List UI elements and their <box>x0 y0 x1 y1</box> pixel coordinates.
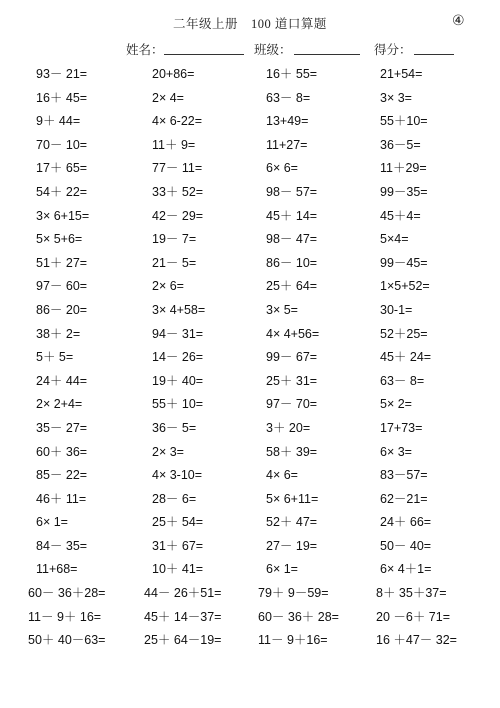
problem-item: 8＋ 35＋37= <box>376 586 447 601</box>
problem-item: 5× 2= <box>380 397 412 412</box>
problem-item: 50－ 40= <box>380 538 432 553</box>
problem-row <box>0 582 500 606</box>
problem-item: 25＋ 54= <box>152 515 204 530</box>
problem-item: 3＋ 20= <box>266 420 311 435</box>
problem-item: 20+86= <box>152 67 195 81</box>
problem-item: 11＋ 9= <box>152 137 196 152</box>
problem-item: 70－ 10= <box>36 137 88 152</box>
name-blank <box>164 54 244 55</box>
problem-row <box>0 110 500 134</box>
problem-item: 1×5+52= <box>380 279 430 294</box>
problem-row <box>0 393 500 417</box>
problem-item: 98－ 57= <box>266 184 318 199</box>
class-label: 班级： <box>254 43 292 57</box>
problem-item: 6× 3= <box>380 444 412 459</box>
problem-item: 84－ 35= <box>36 538 88 553</box>
problem-item: 13+49= <box>266 114 309 129</box>
problem-item: 38＋ 2= <box>36 326 81 341</box>
problem-item: 4× 3-10= <box>152 468 203 483</box>
problem-row <box>0 63 500 87</box>
problem-item: 97－ 60= <box>36 279 88 294</box>
problem-item: 30-1= <box>380 302 413 317</box>
problem-row <box>0 181 500 205</box>
problem-row <box>0 488 500 512</box>
problem-item: 36－5= <box>380 137 421 152</box>
problem-item: 27－ 19= <box>266 538 318 553</box>
problem-item: 9＋ 44= <box>36 114 81 129</box>
problem-item: 42－ 29= <box>152 208 204 223</box>
problem-row <box>0 417 500 441</box>
problem-item: 93－ 21= <box>36 67 88 81</box>
problem-item: 52＋25= <box>380 326 428 341</box>
problem-item: 5× 6+11= <box>266 491 319 506</box>
problem-item: 52＋ 47= <box>266 515 318 530</box>
problem-item: 2× 3= <box>152 444 184 459</box>
problem-item: 35－ 27= <box>36 420 88 435</box>
problem-item: 94－ 31= <box>152 326 204 341</box>
problem-item: 24＋ 66= <box>380 515 432 530</box>
problem-item: 79＋ 9－59= <box>258 586 329 601</box>
problem-row <box>0 134 500 158</box>
problem-item: 6× 6= <box>266 161 298 176</box>
problem-item: 14－ 26= <box>152 350 204 365</box>
problem-grid <box>0 63 500 653</box>
problem-item: 19－ 7= <box>152 232 197 247</box>
problem-item: 3× 5= <box>266 302 298 317</box>
problem-item: 6× 1= <box>36 515 68 530</box>
problem-item: 4× 6-22= <box>152 114 203 129</box>
problem-item: 83－57= <box>380 468 428 483</box>
problem-row <box>0 323 500 347</box>
problem-row <box>0 87 500 111</box>
problem-item: 11－ 9＋16= <box>258 633 328 648</box>
problem-row <box>0 441 500 465</box>
problem-item: 20 －6＋ 71= <box>376 609 451 624</box>
problem-item: 6× 4＋1= <box>380 562 432 577</box>
problem-item: 45＋ 24= <box>380 350 432 365</box>
problem-item: 63－ 8= <box>266 90 311 105</box>
problem-item: 99－35= <box>380 184 428 199</box>
problem-item: 60－ 36＋28= <box>28 586 106 601</box>
problem-item: 60＋ 36= <box>36 444 88 459</box>
problem-row <box>0 275 500 299</box>
problem-item: 45＋4= <box>380 208 421 223</box>
problem-item: 25＋ 64= <box>266 279 318 294</box>
problem-item: 62－21= <box>380 491 428 506</box>
problem-item: 11+68= <box>36 562 78 577</box>
problem-item: 55＋ 10= <box>152 397 204 412</box>
problem-item: 28－ 6= <box>152 491 197 506</box>
problem-item: 21－ 5= <box>152 255 197 270</box>
problem-item: 16 ＋47－ 32= <box>376 633 457 648</box>
problem-item: 86－ 20= <box>36 302 88 317</box>
problem-item: 5×4= <box>380 232 409 247</box>
problem-item: 45＋ 14－37= <box>144 609 222 624</box>
problem-item: 2× 6= <box>152 279 184 294</box>
problem-row <box>0 346 500 370</box>
problem-item: 10＋ 41= <box>152 562 204 577</box>
problem-item: 2× 2+4= <box>36 397 83 412</box>
problem-item: 3× 6+15= <box>36 208 90 223</box>
problem-item: 46＋ 11= <box>36 491 87 506</box>
problem-item: 17+73= <box>380 420 423 435</box>
problem-item: 19＋ 40= <box>152 373 204 388</box>
problem-item: 36－ 5= <box>152 420 197 435</box>
problem-row <box>0 370 500 394</box>
problem-row <box>0 535 500 559</box>
problem-item: 24＋ 44= <box>36 373 88 388</box>
problem-item: 6× 1= <box>266 562 298 577</box>
problem-item: 97－ 70= <box>266 397 318 412</box>
problem-row <box>0 252 500 276</box>
problem-item: 60－ 36＋ 28= <box>258 609 339 624</box>
score-blank <box>414 54 454 55</box>
problem-item: 85－ 22= <box>36 468 88 483</box>
problem-item: 11+27= <box>266 137 308 152</box>
problem-row <box>0 511 500 535</box>
problem-item: 5× 5+6= <box>36 232 83 247</box>
problem-item: 33＋ 52= <box>152 184 204 199</box>
problem-item: 5＋ 5= <box>36 350 74 365</box>
problem-row <box>0 629 500 653</box>
problem-item: 86－ 10= <box>266 255 318 270</box>
problem-row <box>0 558 500 582</box>
problem-item: 3× 3= <box>380 90 412 105</box>
worksheet-title: 二年级上册 100 道口算题 <box>173 17 327 31</box>
problem-row <box>0 228 500 252</box>
problem-item: 45＋ 14= <box>266 208 318 223</box>
problem-item: 50＋ 40－63= <box>28 633 106 648</box>
problem-item: 21+54= <box>380 67 423 81</box>
problem-item: 16＋ 55= <box>266 67 318 81</box>
problem-item: 4× 4+56= <box>266 326 320 341</box>
page-number-mark: ④ <box>452 13 465 29</box>
problem-row <box>0 205 500 229</box>
problem-item: 4× 6= <box>266 468 298 483</box>
score-label: 得分： <box>374 43 412 57</box>
problem-item: 31＋ 67= <box>152 538 204 553</box>
problem-item: 54＋ 22= <box>36 184 88 199</box>
problem-item: 11＋29= <box>380 161 427 176</box>
problem-item: 17＋ 65= <box>36 161 88 176</box>
problem-item: 3× 4+58= <box>152 302 206 317</box>
problem-item: 44－ 26＋51= <box>144 586 222 601</box>
problem-row <box>0 299 500 323</box>
problem-item: 25＋ 64－19= <box>144 633 222 648</box>
problem-row <box>0 157 500 181</box>
problem-row <box>0 606 500 630</box>
problem-item: 11－ 9＋ 16= <box>28 609 102 624</box>
problem-item: 2× 4= <box>152 90 184 105</box>
problem-item: 58＋ 39= <box>266 444 318 459</box>
problem-item: 16＋ 45= <box>36 90 88 105</box>
problem-item: 99－45= <box>380 255 428 270</box>
class-blank <box>294 54 360 55</box>
problem-item: 55＋10= <box>380 114 428 129</box>
problem-item: 25＋ 31= <box>266 373 318 388</box>
problem-row <box>0 464 500 488</box>
problem-item: 51＋ 27= <box>36 255 88 270</box>
problem-item: 98－ 47= <box>266 232 318 247</box>
problem-item: 99－ 67= <box>266 350 318 365</box>
problem-item: 63－ 8= <box>380 373 425 388</box>
problem-item: 77－ 11= <box>152 161 203 176</box>
name-label: 姓名： <box>126 43 164 57</box>
student-info-line <box>0 40 500 58</box>
